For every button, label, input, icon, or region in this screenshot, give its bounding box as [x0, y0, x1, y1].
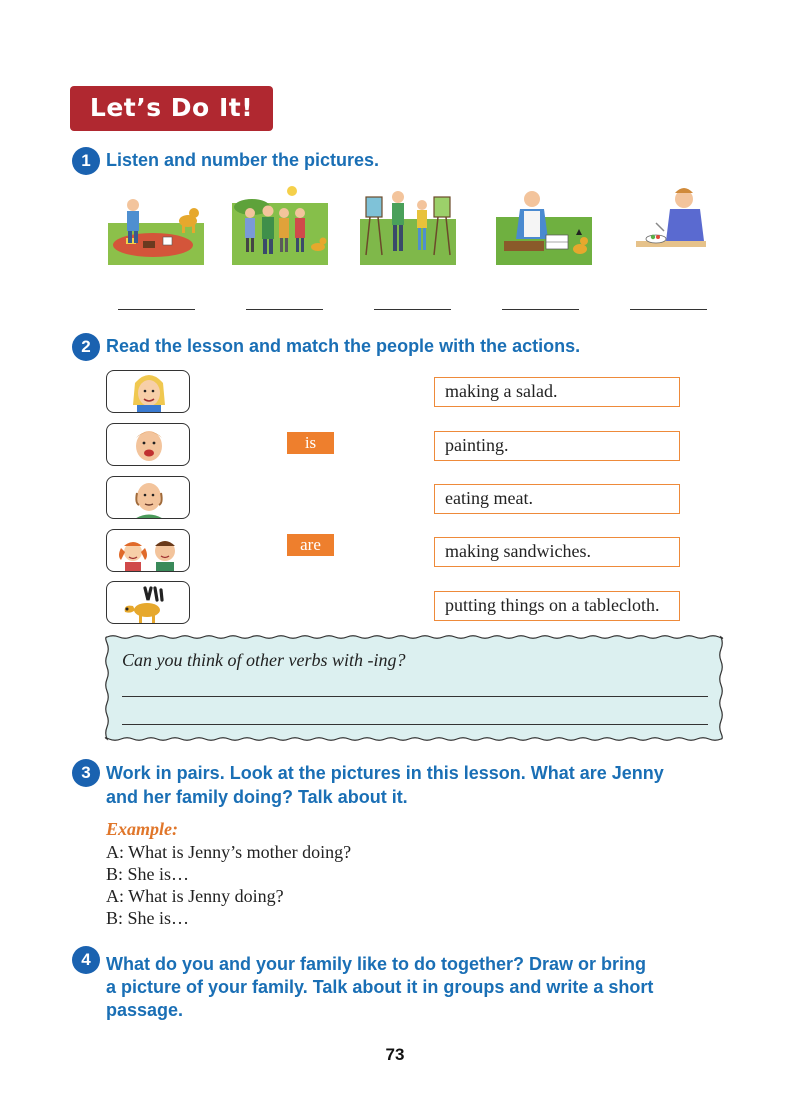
section-2-number: 2: [72, 333, 100, 361]
example-line-1: A: What is Jenny’s mother doing?: [106, 842, 352, 862]
think-prompt: Can you think of other verbs with -ing?: [122, 650, 406, 670]
action-painting[interactable]: painting.: [434, 431, 680, 461]
boy-face-icon: [107, 424, 190, 466]
picnic-scene-picture: [108, 183, 204, 265]
face-boy-box: [106, 423, 190, 466]
section-1-heading: Listen and number the pictures.: [106, 150, 380, 170]
sandwich-scene-picture: [496, 183, 592, 265]
painting-scene-picture: [360, 183, 456, 265]
action-eating-meat[interactable]: eating meat.: [434, 484, 680, 514]
face-grandpa-box: [106, 476, 190, 519]
section-3-number: 3: [72, 759, 100, 787]
page-number: 73: [385, 1045, 405, 1064]
answer-blank-1[interactable]: [118, 309, 195, 310]
face-kids-box: [106, 529, 190, 572]
section-4-heading-line-2: a picture of your family. Talk about it in groups and write a short: [106, 977, 654, 997]
verb-is-tag[interactable]: is: [287, 432, 334, 454]
lets-do-it-banner: [70, 86, 273, 131]
dog-face-icon: [107, 582, 190, 624]
example-line-3: A: What is Jenny doing?: [106, 886, 284, 906]
answer-blank-2[interactable]: [246, 309, 323, 310]
think-answer-line-2[interactable]: [122, 724, 708, 725]
section-2-heading: Read the lesson and match the people with the actions.: [106, 336, 581, 356]
think-answer-line-1[interactable]: [122, 696, 708, 697]
family-walking-picture: [232, 183, 328, 265]
section-3-heading-line-2: and her family doing? Talk about it.: [106, 787, 408, 807]
section-4-heading-line-1: What do you and your family like to do together? Draw or bring: [106, 954, 647, 974]
action-putting-tablecloth[interactable]: putting things on a tablecloth.: [434, 591, 680, 621]
section-4-heading-line-3: passage.: [106, 1000, 184, 1020]
answer-blank-5[interactable]: [630, 309, 707, 310]
action-making-sandwiches[interactable]: making sandwiches.: [434, 537, 680, 567]
answer-blank-4[interactable]: [502, 309, 579, 310]
face-jenny-box: [106, 370, 190, 413]
two-kids-face-icon: [107, 530, 190, 572]
example-line-4: B: She is…: [106, 908, 190, 928]
banner-title: Let’s Do It!: [89, 93, 254, 122]
action-making-salad[interactable]: making a salad.: [434, 377, 680, 407]
answer-blank-3[interactable]: [374, 309, 451, 310]
section-1-number: 1: [72, 147, 100, 175]
example-line-2: B: She is…: [106, 864, 190, 884]
grandpa-face-icon: [107, 477, 190, 519]
example-label: Example:: [106, 819, 178, 839]
section-4-number: 4: [72, 946, 100, 974]
section-3-heading-line-1: Work in pairs. Look at the pictures in this lesson. What are Jenny: [106, 763, 664, 783]
salad-making-picture: [626, 183, 722, 265]
face-dog-box: [106, 581, 190, 624]
think-box-border: [102, 632, 726, 744]
verb-are-tag[interactable]: are: [287, 534, 334, 556]
jenny-face-icon: [107, 371, 190, 413]
